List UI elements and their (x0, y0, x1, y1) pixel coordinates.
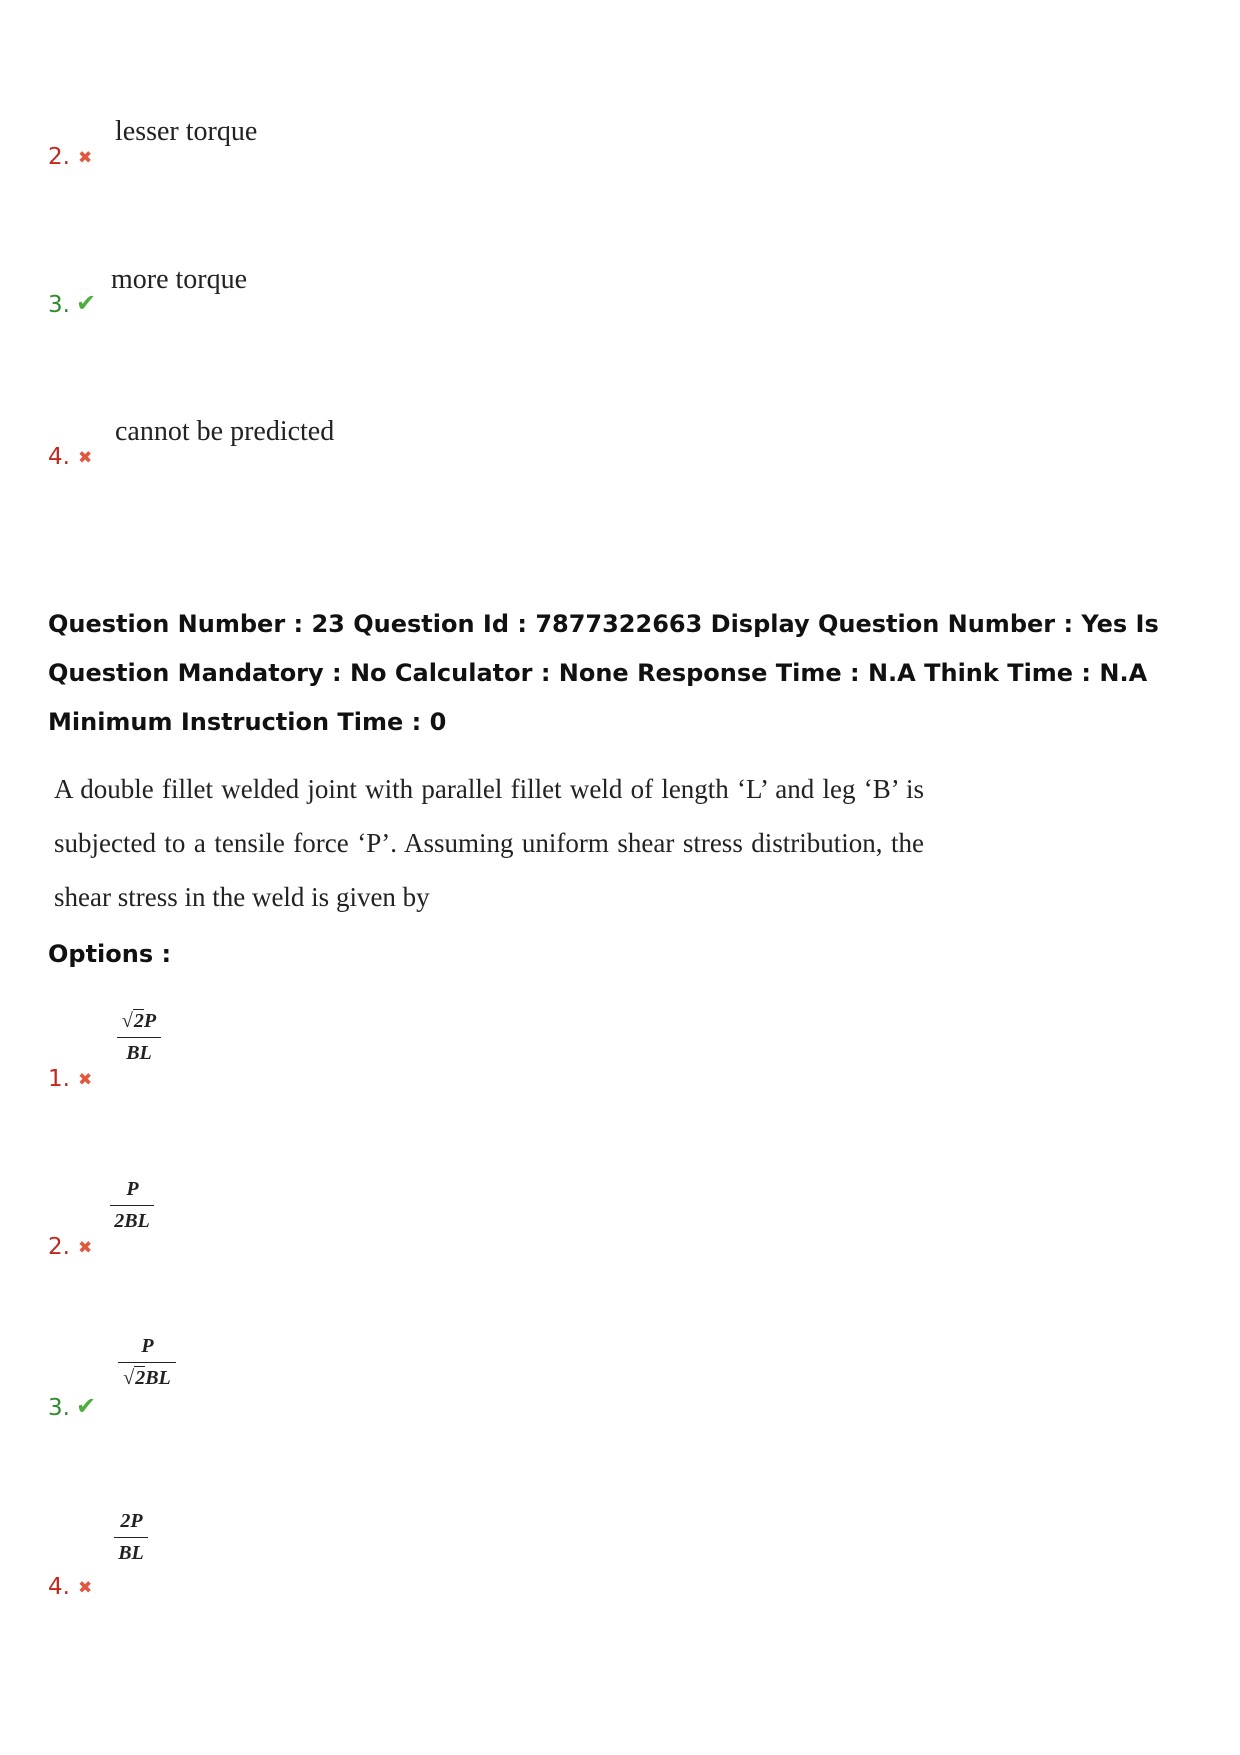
cross-icon: ✖ (78, 148, 93, 168)
fraction-formula: $\frac{√2P}{BL}$ (117, 1010, 161, 1065)
option-number: 4. (48, 444, 70, 470)
option-text: cannot be predicted (115, 416, 335, 447)
option-number: 2. (48, 144, 70, 170)
option-number: 1. (48, 1066, 70, 1092)
cross-icon: ✖ (78, 1578, 93, 1598)
cross-icon: ✖ (78, 448, 93, 468)
question-text: A double fillet welded joint with parallel fillet weld of length ‘L’ and leg ‘B’ is subjected to a tensile force ‘P’. Assuming uniform shear stress distribution, the shear stress in the weld is given by (54, 774, 924, 912)
option-number: 3. (48, 292, 70, 318)
option-number: 3. (48, 1395, 70, 1421)
fraction-formula: $\frac{2P}{BL}$ (114, 1510, 148, 1565)
cross-icon: ✖ (78, 1238, 93, 1258)
option-text: more torque (111, 264, 248, 295)
option-number: 2. (48, 1234, 70, 1260)
check-icon: ✔ (76, 1392, 97, 1420)
options-label: Options : (48, 940, 172, 968)
option-number: 4. (48, 1574, 70, 1600)
fraction-formula: $\frac{P}{√2BL}$ (118, 1335, 176, 1390)
option-text: lesser torque (115, 116, 258, 147)
check-icon: ✔ (76, 289, 97, 317)
question-meta: Question Number : 23 Question Id : 7877322663 Display Question Number : Yes Is Question Mandatory : No Calculator : None Response Time : N.A Think Time : N.A Minimum Instruction Time : 0 (48, 610, 1159, 736)
fraction-formula: $\frac{P}{2BL}$ (110, 1178, 154, 1233)
cross-icon: ✖ (78, 1070, 93, 1090)
